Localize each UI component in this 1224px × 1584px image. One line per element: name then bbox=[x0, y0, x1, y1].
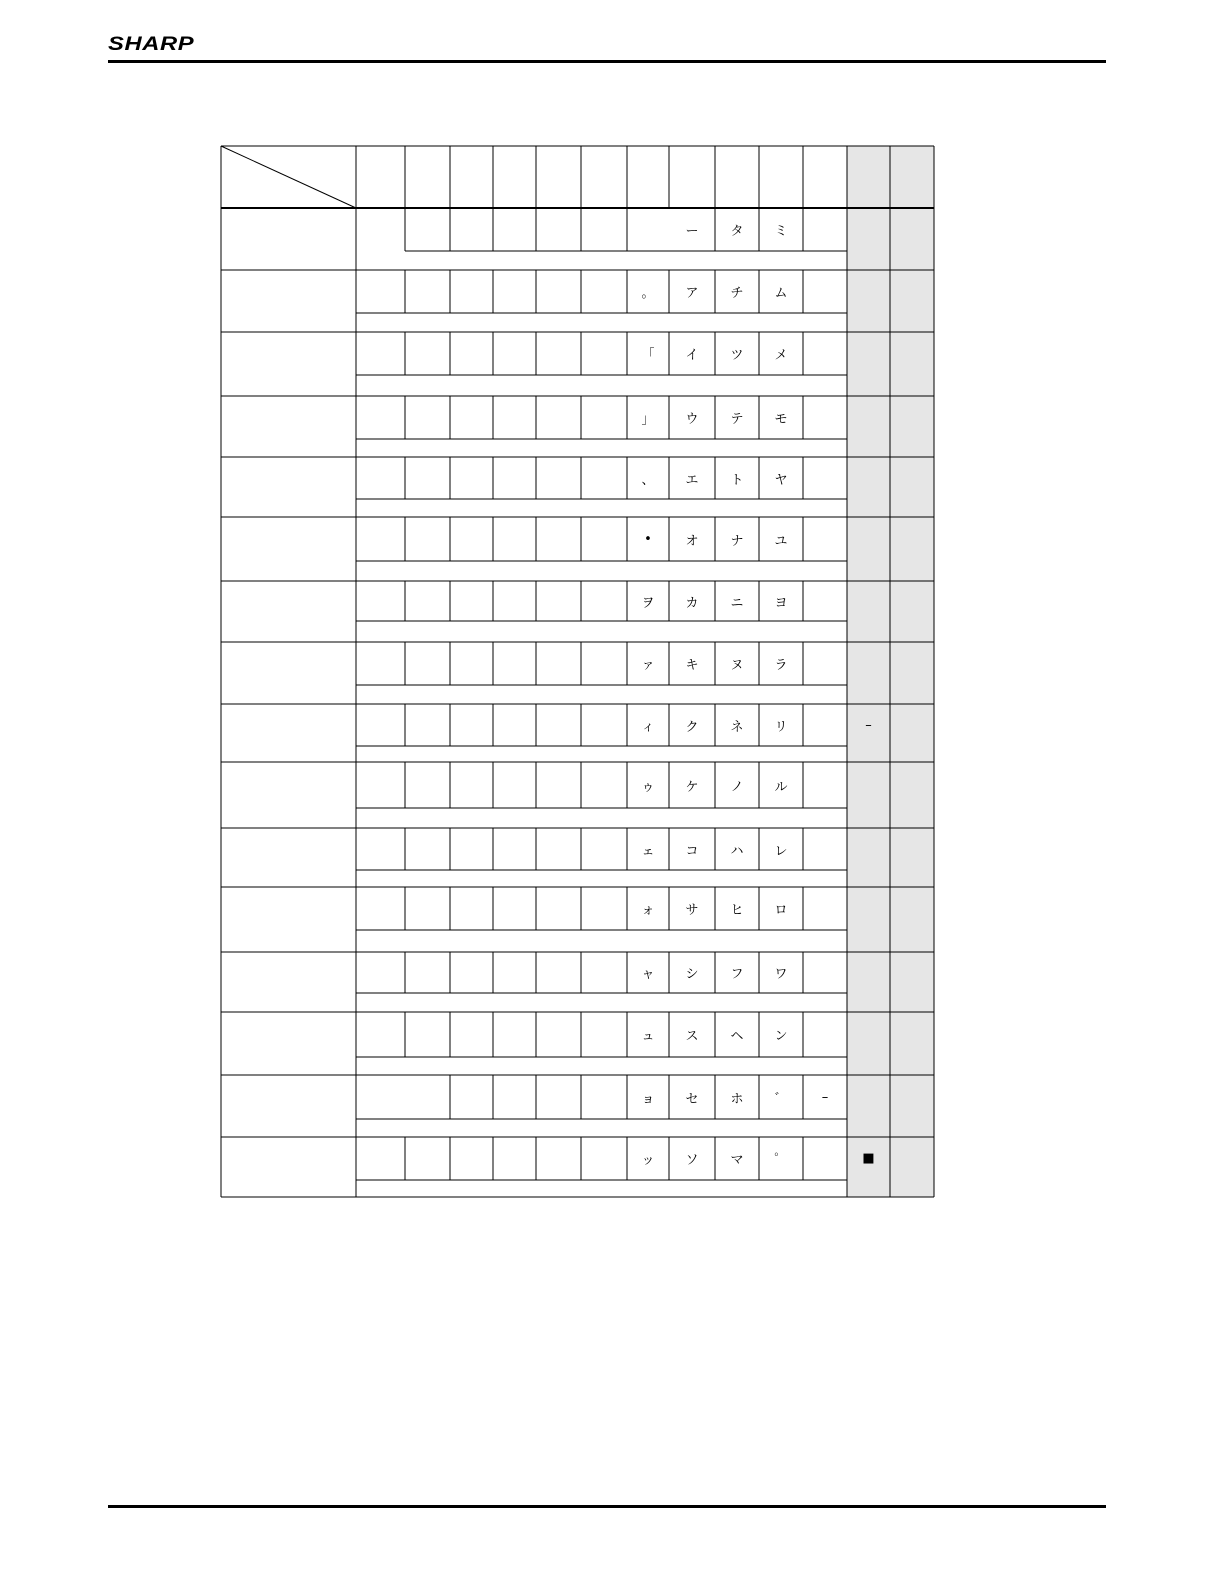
character-cell: ノ bbox=[730, 779, 744, 795]
sharp-logo: SHARP bbox=[108, 34, 195, 55]
character-cell: サ bbox=[685, 903, 699, 918]
character-cell: ェ bbox=[641, 843, 655, 859]
character-cell: テ bbox=[730, 412, 744, 427]
character-cell: カ bbox=[685, 595, 699, 611]
footer-rule bbox=[108, 1505, 1106, 1508]
character-cell: – bbox=[821, 1089, 829, 1105]
character-cell: ヒ bbox=[730, 903, 744, 918]
character-cell: ヌ bbox=[730, 658, 744, 673]
character-cell: ム bbox=[774, 286, 788, 301]
character-cell: ユ bbox=[774, 533, 788, 549]
character-cell: ゛ bbox=[774, 1091, 788, 1107]
character-cell: ョ bbox=[641, 1091, 655, 1107]
character-cell: イ bbox=[685, 348, 699, 363]
character-cell: ゥ bbox=[641, 779, 655, 795]
character-cell: フ bbox=[730, 967, 744, 982]
character-cell: ヤ bbox=[774, 472, 788, 488]
character-cell: ソ bbox=[685, 1153, 699, 1168]
character-cell: ■ bbox=[862, 1151, 875, 1166]
character-cell: ワ bbox=[774, 967, 788, 982]
header-diagonal bbox=[221, 146, 356, 208]
character-cell: ィ bbox=[641, 719, 655, 735]
character-cell: オ bbox=[685, 533, 699, 549]
character-cell: タ bbox=[730, 224, 744, 239]
character-cell: ン bbox=[774, 1029, 788, 1044]
character-cell: シ bbox=[685, 967, 699, 982]
character-cell: ロ bbox=[774, 903, 788, 918]
character-cell: • bbox=[644, 531, 652, 547]
character-cell: ア bbox=[685, 286, 699, 301]
character-cell: マ bbox=[730, 1153, 744, 1168]
character-cell: ッ bbox=[641, 1153, 655, 1168]
character-cell: コ bbox=[685, 843, 699, 859]
character-cell: 。 bbox=[641, 286, 655, 301]
character-cell: 」 bbox=[641, 412, 655, 427]
character-cell: ォ bbox=[641, 903, 655, 918]
character-cell: ヨ bbox=[774, 595, 788, 611]
character-cell: ヲ bbox=[641, 595, 655, 611]
character-cell: キ bbox=[685, 658, 699, 673]
character-cell: ハ bbox=[730, 843, 744, 859]
character-cell: ー bbox=[685, 224, 699, 239]
character-cell: ス bbox=[685, 1029, 699, 1044]
character-cell: セ bbox=[685, 1091, 699, 1107]
character-cell: ヘ bbox=[730, 1029, 744, 1044]
character-cell: ゜ bbox=[774, 1153, 788, 1168]
character-cell: ャ bbox=[641, 967, 655, 982]
character-cell: ミ bbox=[774, 224, 788, 239]
character-cell: モ bbox=[774, 412, 788, 427]
character-cell: ク bbox=[685, 719, 699, 735]
character-cell: ツ bbox=[730, 348, 744, 363]
character-cell: ネ bbox=[730, 719, 744, 735]
character-cell: 「 bbox=[641, 348, 655, 363]
character-cell: エ bbox=[685, 472, 699, 488]
character-cell: 、 bbox=[641, 472, 655, 488]
character-cell: ニ bbox=[730, 595, 744, 611]
character-cell: ラ bbox=[774, 658, 788, 673]
character-cell: ァ bbox=[641, 658, 655, 673]
character-cell: ホ bbox=[730, 1091, 744, 1107]
character-cell: – bbox=[865, 717, 872, 733]
character-cell: チ bbox=[730, 286, 744, 301]
character-cell: レ bbox=[774, 843, 788, 859]
character-cell: メ bbox=[774, 348, 788, 363]
character-cell: ケ bbox=[685, 779, 699, 795]
character-cell: ル bbox=[774, 779, 788, 795]
character-cell: ウ bbox=[685, 412, 699, 427]
character-cell: ナ bbox=[730, 533, 744, 549]
character-cell: ュ bbox=[641, 1029, 655, 1044]
character-cell: ト bbox=[730, 472, 744, 488]
character-cell: リ bbox=[774, 719, 788, 735]
